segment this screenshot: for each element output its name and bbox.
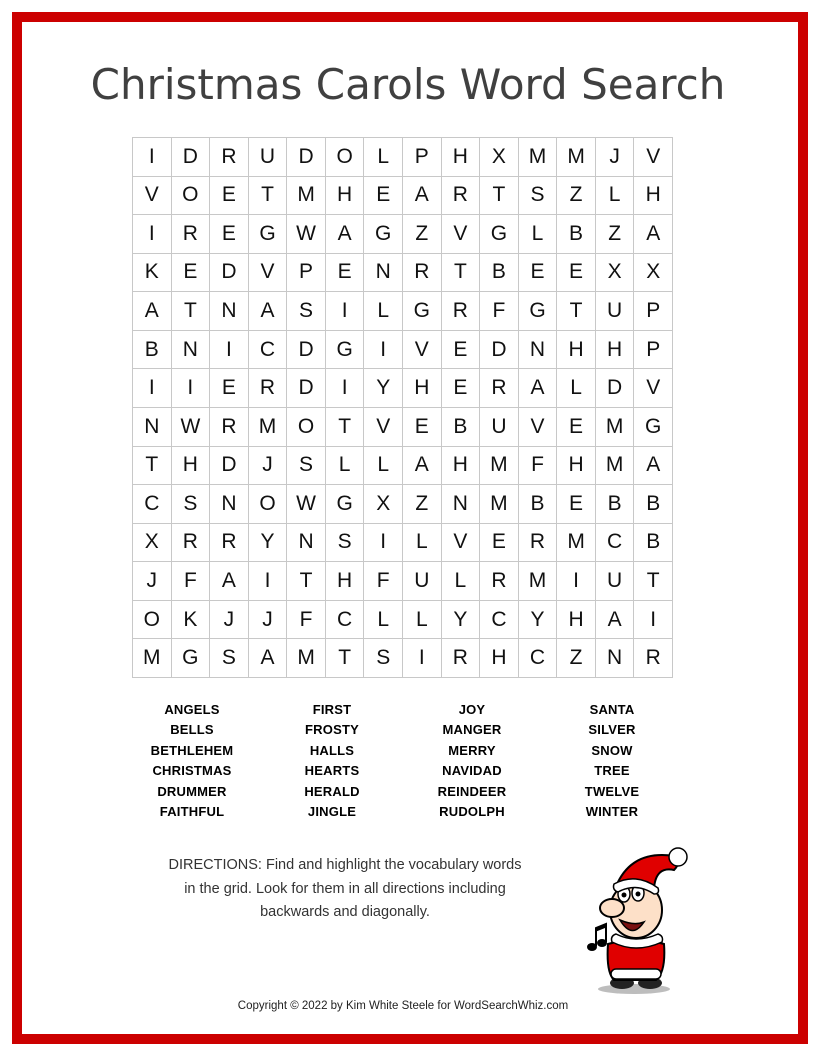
word-bank-item: SANTA: [589, 702, 635, 717]
grid-cell: Z: [403, 485, 442, 524]
grid-cell: H: [442, 138, 481, 177]
grid-cell: G: [519, 292, 558, 331]
grid-cell: Z: [557, 639, 596, 678]
grid-cell: E: [557, 408, 596, 447]
grid-cell: A: [249, 639, 288, 678]
grid-cell: I: [133, 369, 172, 408]
grid-cell: A: [634, 447, 673, 486]
word-bank-item: TREE: [594, 763, 630, 779]
grid-cell: L: [596, 177, 635, 216]
grid-cell: V: [634, 138, 673, 177]
grid-cell: W: [287, 485, 326, 524]
grid-cell: L: [326, 447, 365, 486]
grid-cell: A: [634, 215, 673, 254]
grid-cell: F: [480, 292, 519, 331]
grid-cell: D: [210, 254, 249, 293]
grid-cell: P: [634, 331, 673, 370]
grid-cell: N: [364, 254, 403, 293]
page-title: Christmas Carols Word Search: [90, 60, 726, 109]
grid-cell: G: [364, 215, 403, 254]
grid-cell: U: [596, 562, 635, 601]
grid-cell: H: [403, 369, 442, 408]
word-bank-item: RUDOLPH: [439, 804, 505, 820]
grid-cell: J: [596, 138, 635, 177]
word-bank-item: DRUMMER: [157, 783, 227, 799]
grid-cell: I: [557, 562, 596, 601]
word-bank-item: FIRST: [312, 702, 352, 717]
grid-cell: E: [442, 331, 481, 370]
grid-cell: M: [287, 177, 326, 216]
grid-cell: C: [596, 524, 635, 563]
grid-cell: W: [287, 215, 326, 254]
grid-cell: I: [634, 601, 673, 640]
grid-cell: J: [133, 562, 172, 601]
grid-cell: A: [326, 215, 365, 254]
grid-cell: H: [326, 177, 365, 216]
grid-cell: M: [249, 408, 288, 447]
grid-cell: D: [287, 331, 326, 370]
grid-cell: O: [133, 601, 172, 640]
grid-cell: R: [480, 562, 519, 601]
grid-cell: O: [287, 408, 326, 447]
grid-cell: E: [326, 254, 365, 293]
grid-cell: U: [596, 292, 635, 331]
grid-cell: R: [442, 177, 481, 216]
grid-cell: O: [326, 138, 365, 177]
grid-cell: H: [557, 331, 596, 370]
grid-cell: N: [442, 485, 481, 524]
grid-cell: M: [287, 639, 326, 678]
grid-cell: A: [403, 447, 442, 486]
grid-cell: M: [596, 408, 635, 447]
grid-cell: T: [634, 562, 673, 601]
directions-line: in the grid. Look for them in all directions including: [184, 880, 506, 897]
grid-cell: X: [133, 524, 172, 563]
grid-cell: S: [287, 447, 326, 486]
grid-cell: B: [557, 215, 596, 254]
grid-cell: S: [172, 485, 211, 524]
grid-cell: O: [172, 177, 211, 216]
word-bank-item: HALLS: [309, 742, 355, 758]
word-bank-item: BETHLEHEM: [150, 742, 234, 758]
grid-cell: R: [634, 639, 673, 678]
grid-cell: B: [596, 485, 635, 524]
grid-cell: T: [172, 292, 211, 331]
grid-cell: N: [596, 639, 635, 678]
word-bank-item: BELLS: [170, 722, 214, 738]
grid-cell: J: [210, 601, 249, 640]
word-bank-item: FROSTY: [305, 722, 359, 738]
word-bank-item: SNOW: [591, 742, 633, 758]
grid-cell: T: [133, 447, 172, 486]
grid-cell: G: [480, 215, 519, 254]
grid-cell: E: [172, 254, 211, 293]
word-bank-item: WINTER: [585, 804, 639, 820]
grid-cell: C: [519, 639, 558, 678]
grid-cell: I: [133, 138, 172, 177]
word-column: [262, 700, 402, 822]
grid-cell: Y: [364, 369, 403, 408]
grid-cell: T: [326, 408, 365, 447]
grid-cell: J: [249, 601, 288, 640]
grid-cell: N: [133, 408, 172, 447]
word-bank-item: NAVIDAD: [442, 763, 502, 779]
word-bank-item: HERALD: [304, 783, 360, 799]
grid-cell: B: [519, 485, 558, 524]
grid-cell: M: [133, 639, 172, 678]
grid-cell: U: [480, 408, 519, 447]
grid-cell: B: [442, 408, 481, 447]
grid-cell: E: [364, 177, 403, 216]
grid-cell: D: [287, 369, 326, 408]
grid-cell: Y: [249, 524, 288, 563]
grid-cell: L: [442, 562, 481, 601]
grid-cell: J: [249, 447, 288, 486]
grid-cell: B: [480, 254, 519, 293]
grid-cell: Z: [596, 215, 635, 254]
grid-cell: U: [403, 562, 442, 601]
grid-cell: E: [480, 524, 519, 563]
grid-cell: P: [287, 254, 326, 293]
grid-cell: N: [210, 292, 249, 331]
grid-cell: F: [172, 562, 211, 601]
grid-cell: F: [364, 562, 403, 601]
grid-cell: Z: [403, 215, 442, 254]
grid-cell: M: [519, 138, 558, 177]
grid-cell: Z: [557, 177, 596, 216]
grid-cell: M: [519, 562, 558, 601]
word-column: [122, 700, 262, 822]
grid-cell: V: [364, 408, 403, 447]
word-bank-item: HEARTS: [304, 763, 360, 779]
word-column: [402, 700, 542, 822]
grid-cell: N: [519, 331, 558, 370]
grid-cell: P: [634, 292, 673, 331]
grid-cell: D: [480, 331, 519, 370]
grid-cell: H: [480, 639, 519, 678]
grid-cell: R: [210, 524, 249, 563]
grid-cell: E: [442, 369, 481, 408]
grid-cell: R: [403, 254, 442, 293]
grid-cell: E: [210, 177, 249, 216]
grid-cell: E: [557, 485, 596, 524]
grid-cell: I: [133, 215, 172, 254]
grid-cell: S: [519, 177, 558, 216]
grid-cell: F: [519, 447, 558, 486]
grid-cell: C: [249, 331, 288, 370]
grid-cell: T: [557, 292, 596, 331]
grid-cell: A: [133, 292, 172, 331]
grid-cell: R: [442, 292, 481, 331]
word-bank: [122, 700, 682, 822]
grid-cell: R: [249, 369, 288, 408]
grid-cell: I: [326, 292, 365, 331]
word-column: [542, 700, 682, 822]
grid-cell: K: [172, 601, 211, 640]
grid-cell: L: [557, 369, 596, 408]
grid-cell: H: [442, 447, 481, 486]
grid-cell: T: [442, 254, 481, 293]
grid-cell: S: [326, 524, 365, 563]
grid-cell: S: [287, 292, 326, 331]
grid-cell: B: [634, 524, 673, 563]
grid-cell: L: [364, 138, 403, 177]
grid-cell: E: [519, 254, 558, 293]
grid-cell: M: [596, 447, 635, 486]
grid-cell: L: [364, 601, 403, 640]
grid-cell: R: [172, 215, 211, 254]
grid-cell: N: [210, 485, 249, 524]
word-bank-item: REINDEER: [437, 783, 507, 799]
grid-cell: T: [326, 639, 365, 678]
grid-cell: B: [133, 331, 172, 370]
grid-cell: T: [249, 177, 288, 216]
grid-cell: G: [326, 485, 365, 524]
grid-cell: R: [210, 408, 249, 447]
grid-cell: R: [480, 369, 519, 408]
grid-cell: I: [364, 524, 403, 563]
grid-cell: G: [634, 408, 673, 447]
grid-cell: R: [210, 138, 249, 177]
music-note-icon: [587, 924, 607, 951]
word-bank-item: FAITHFUL: [159, 804, 225, 820]
grid-cell: C: [133, 485, 172, 524]
grid-cell: L: [403, 601, 442, 640]
grid-cell: H: [326, 562, 365, 601]
grid-cell: D: [210, 447, 249, 486]
grid-cell: I: [326, 369, 365, 408]
grid-cell: I: [172, 369, 211, 408]
copyright-notice: Copyright © 2022 by Kim White Steele for WordSearchWhiz.com: [237, 1000, 569, 1012]
grid-cell: A: [596, 601, 635, 640]
grid-cell: G: [326, 331, 365, 370]
grid-cell: I: [249, 562, 288, 601]
grid-cell: V: [442, 524, 481, 563]
grid-cell: E: [557, 254, 596, 293]
grid-cell: X: [364, 485, 403, 524]
word-bank-item: TWELVE: [584, 783, 640, 799]
grid-cell: H: [557, 601, 596, 640]
grid-cell: H: [172, 447, 211, 486]
grid-cell: X: [596, 254, 635, 293]
directions-line: DIRECTIONS: Find and highlight the vocabulary words: [168, 857, 522, 873]
grid-cell: W: [172, 408, 211, 447]
grid-cell: E: [210, 369, 249, 408]
grid-cell: N: [287, 524, 326, 563]
grid-cell: D: [287, 138, 326, 177]
grid-cell: A: [403, 177, 442, 216]
grid-cell: X: [634, 254, 673, 293]
grid-cell: L: [403, 524, 442, 563]
word-bank-item: MERRY: [448, 742, 496, 758]
grid-cell: S: [210, 639, 249, 678]
directions-line: backwards and diagonally.: [260, 904, 430, 920]
grid-cell: E: [403, 408, 442, 447]
grid-cell: O: [249, 485, 288, 524]
grid-cell: D: [596, 369, 635, 408]
grid-cell: K: [133, 254, 172, 293]
directions: [140, 854, 550, 925]
grid-cell: P: [403, 138, 442, 177]
grid-cell: Y: [442, 601, 481, 640]
word-bank-item: JINGLE: [307, 804, 357, 820]
grid-cell: R: [172, 524, 211, 563]
grid-cell: A: [519, 369, 558, 408]
grid-cell: V: [403, 331, 442, 370]
grid-cell: R: [442, 639, 481, 678]
grid-cell: I: [210, 331, 249, 370]
grid-cell: T: [480, 177, 519, 216]
grid-cell: A: [249, 292, 288, 331]
word-search-grid: [132, 137, 673, 678]
grid-cell: D: [172, 138, 211, 177]
word-bank-item: JOY: [458, 702, 486, 717]
grid-cell: H: [634, 177, 673, 216]
grid-cell: M: [480, 485, 519, 524]
grid-cell: U: [249, 138, 288, 177]
grid-cell: I: [364, 331, 403, 370]
grid-cell: M: [557, 138, 596, 177]
caroler-illustration: [578, 844, 698, 996]
grid-cell: I: [403, 639, 442, 678]
grid-cell: N: [172, 331, 211, 370]
grid-cell: H: [596, 331, 635, 370]
grid-cell: X: [480, 138, 519, 177]
grid-cell: V: [249, 254, 288, 293]
word-bank-item: SILVER: [588, 722, 636, 738]
grid-cell: A: [210, 562, 249, 601]
word-bank-item: ANGELS: [164, 702, 220, 717]
grid-cell: V: [519, 408, 558, 447]
grid-cell: C: [480, 601, 519, 640]
grid-cell: Y: [519, 601, 558, 640]
grid-cell: F: [287, 601, 326, 640]
grid-cell: G: [249, 215, 288, 254]
grid-cell: L: [519, 215, 558, 254]
grid-cell: H: [557, 447, 596, 486]
grid-cell: S: [364, 639, 403, 678]
grid-cell: M: [480, 447, 519, 486]
grid-cell: T: [287, 562, 326, 601]
grid-cell: V: [442, 215, 481, 254]
grid-cell: M: [557, 524, 596, 563]
grid-cell: V: [634, 369, 673, 408]
grid-cell: E: [210, 215, 249, 254]
grid-cell: G: [172, 639, 211, 678]
grid-cell: L: [364, 292, 403, 331]
grid-cell: B: [634, 485, 673, 524]
grid-cell: V: [133, 177, 172, 216]
word-bank-item: CHRISTMAS: [152, 763, 232, 779]
grid-cell: L: [364, 447, 403, 486]
grid-cell: G: [403, 292, 442, 331]
word-bank-item: MANGER: [442, 722, 502, 738]
grid-cell: R: [519, 524, 558, 563]
grid-cell: C: [326, 601, 365, 640]
